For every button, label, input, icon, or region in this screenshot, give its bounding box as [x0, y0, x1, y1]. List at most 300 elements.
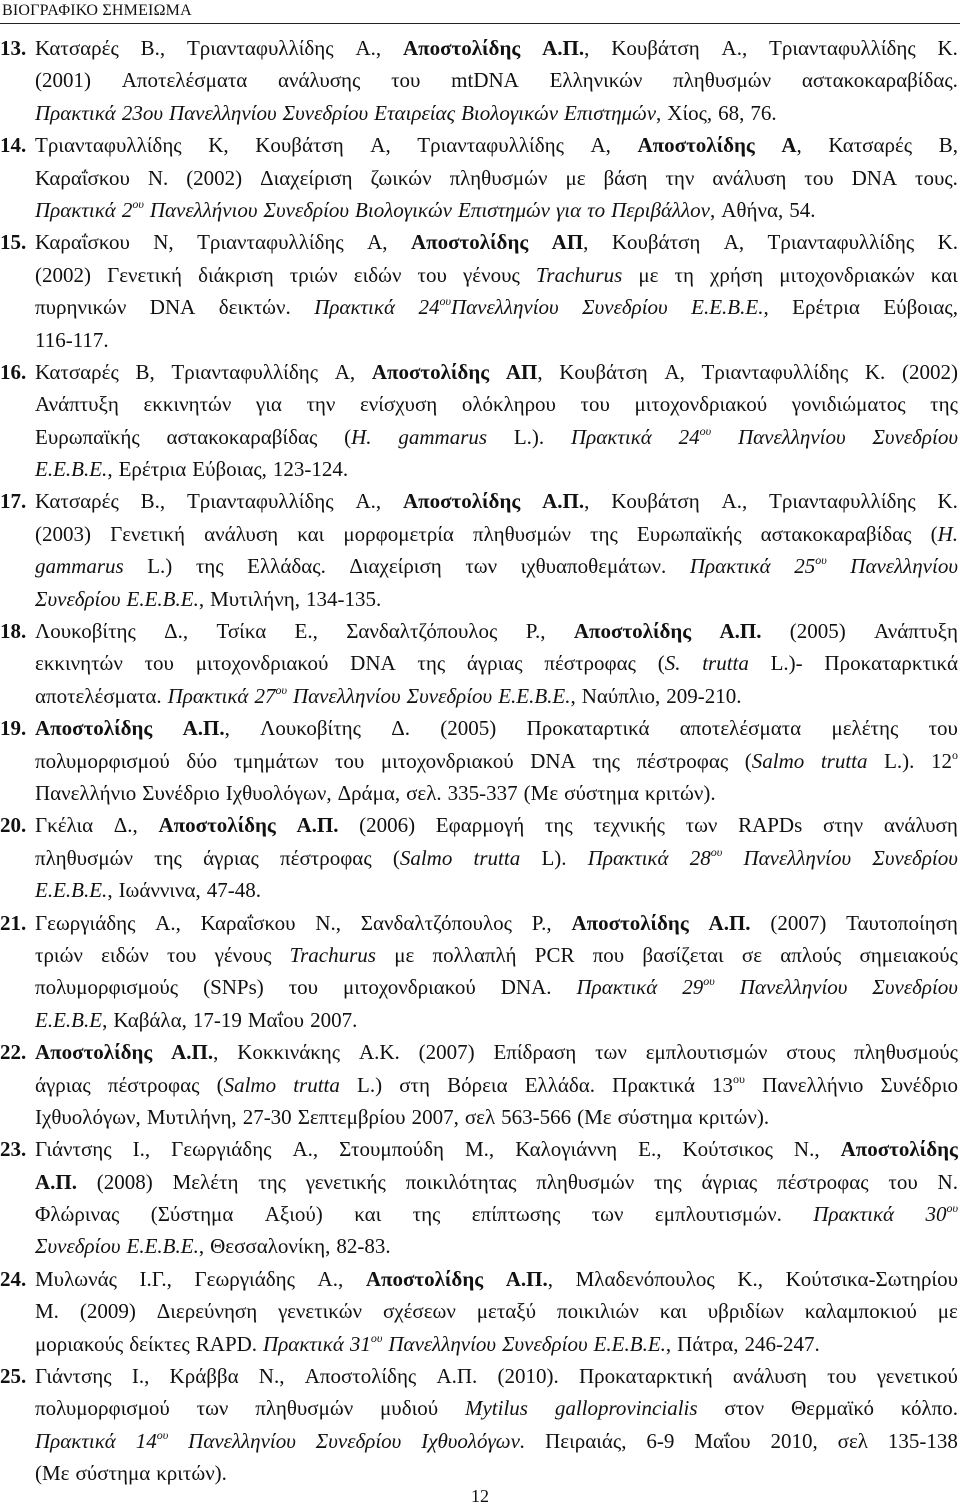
text-run: , [796, 133, 802, 158]
word [201, 907, 296, 939]
text-run: μοριακούς [35, 1331, 124, 1356]
text-run: Περιβάλλον [611, 197, 710, 222]
text-run: εμπλουτισμών [645, 1040, 768, 1065]
text-run: Μαΐου [247, 1007, 305, 1032]
text-run: Συνεδρίου [582, 295, 668, 320]
text-run: χρήση [710, 262, 764, 287]
text-run: Α, [334, 359, 356, 384]
word [603, 162, 647, 194]
word [35, 1166, 77, 1198]
word [335, 356, 355, 388]
word [872, 842, 958, 874]
superscript: ου [703, 974, 715, 989]
word [877, 1360, 958, 1392]
word [675, 259, 694, 291]
word [498, 680, 576, 712]
word [298, 1101, 406, 1133]
text-run: Συνεδρίου [35, 586, 121, 611]
text-run: Μ. [35, 1299, 59, 1324]
word [357, 1069, 382, 1101]
text-run: Πρακτικά [314, 295, 395, 320]
word [750, 97, 776, 129]
word [295, 615, 318, 647]
text-run: Διαχείριση [349, 554, 442, 579]
superscript: ου [370, 1330, 383, 1345]
text-run: , [665, 1331, 672, 1356]
word [638, 1133, 661, 1165]
text-run: Ερέτρια [118, 457, 187, 482]
text-run: Salmo [223, 1072, 277, 1097]
text-run: Κ., [737, 1266, 763, 1291]
publication-entry [0, 1263, 958, 1360]
word [35, 1004, 107, 1036]
text-run: του [417, 262, 447, 287]
publication-number: 24. [0, 1266, 27, 1291]
word [278, 1295, 362, 1327]
word [406, 1166, 517, 1198]
word [592, 745, 620, 777]
publication-line [0, 1360, 958, 1392]
text-run: Βόρεια [447, 1072, 508, 1097]
text-run: Συνεδρίου [872, 424, 958, 449]
word [157, 1295, 257, 1327]
word [465, 1392, 528, 1424]
text-run: Α.Π. [542, 36, 585, 60]
text-run: 12 [930, 748, 952, 773]
word [171, 356, 318, 388]
word [938, 226, 958, 258]
word [646, 1425, 674, 1457]
word [418, 259, 447, 291]
text-run: Ν., [793, 1137, 820, 1162]
text-run: (Με [577, 1104, 612, 1129]
text-run: Φλώρινας [35, 1202, 120, 1227]
word [594, 1328, 672, 1360]
word [35, 97, 116, 129]
text-run: της [412, 1202, 441, 1227]
publication-line [0, 1295, 958, 1327]
word [151, 1198, 234, 1230]
word [694, 1425, 750, 1457]
word [874, 615, 958, 647]
word [710, 259, 763, 291]
word [611, 194, 715, 226]
word [122, 194, 144, 226]
text-run: (2003) [35, 521, 91, 546]
word [790, 615, 846, 647]
text-run: κόλπο. [900, 1396, 958, 1421]
text-run: Ε.Ε.Β.Ε. [593, 1331, 666, 1356]
publication-entry [0, 712, 958, 809]
text-run: (2002) [186, 165, 243, 190]
text-run: Λουκοβίτης [35, 619, 136, 644]
word [544, 647, 636, 679]
text-run: PCR [534, 942, 575, 967]
text-run: αποτελέσματα [679, 716, 802, 741]
word [780, 939, 841, 971]
superscript: ου [815, 553, 827, 568]
text-run: διάκριση [198, 262, 274, 287]
text-run: 2010, [770, 1428, 818, 1453]
text-run: ενίσχυση [359, 392, 438, 417]
word [388, 1328, 496, 1360]
word [391, 712, 410, 744]
text-run: σημειακούς [859, 942, 958, 967]
word [742, 939, 762, 971]
word [929, 712, 958, 744]
word [35, 1069, 91, 1101]
word [925, 1198, 958, 1230]
word [881, 1069, 958, 1101]
word [234, 745, 319, 777]
text-run: trutta [702, 651, 749, 676]
text-run: (Με [35, 1461, 70, 1486]
word [210, 583, 300, 615]
publication-line [0, 874, 958, 906]
text-run: Ανάπτυξη [874, 619, 958, 644]
text-run: Κ. [937, 230, 958, 255]
text-run: Αποστολίδης [365, 1266, 484, 1291]
word [132, 1360, 150, 1392]
word [192, 453, 267, 485]
word [114, 809, 138, 841]
word [150, 291, 196, 323]
text-run: Κ. [937, 36, 958, 60]
word [306, 1166, 386, 1198]
word [634, 388, 767, 420]
publication-line [0, 647, 958, 679]
word [477, 1295, 536, 1327]
text-run: Ερέτρια [792, 295, 860, 320]
text-run: Ανάπτυξη [35, 392, 119, 417]
text-run: ανάλυση [732, 1364, 807, 1389]
page-number: 12 [471, 1486, 489, 1506]
text-run: DNA [350, 651, 396, 676]
word [559, 356, 648, 388]
text-run: L.) [147, 554, 173, 579]
text-run: υβριδίων [707, 1299, 784, 1324]
text-run: Τριανταφυλλίδης [171, 359, 319, 384]
text-run: Τριανταφυλλίδης [186, 36, 334, 60]
word [35, 907, 135, 939]
word [35, 1133, 112, 1165]
text-run: γένους [214, 942, 272, 967]
text-run: Γεωργιάδης [194, 1266, 295, 1291]
text-run: , [570, 683, 576, 708]
word [571, 421, 652, 453]
word [901, 1392, 958, 1424]
publication-entry [0, 1360, 958, 1490]
publication-line [0, 453, 958, 485]
word [931, 745, 958, 777]
text-run: άγριας [35, 1072, 91, 1097]
word [521, 550, 667, 582]
text-run: Αξιού) [264, 1202, 323, 1227]
word [314, 291, 395, 323]
word [417, 647, 445, 679]
word [35, 1263, 117, 1295]
word [712, 162, 786, 194]
text-run: Ελλάδα. [524, 1072, 596, 1097]
text-run: 30 [925, 1202, 947, 1227]
word [574, 615, 691, 647]
text-run: Α.Π. [182, 716, 225, 741]
text-run: πληθυσμών [536, 1169, 635, 1194]
text-run: H. [937, 521, 958, 546]
word [259, 1360, 285, 1392]
word [203, 971, 264, 1003]
text-run: H. [351, 424, 372, 449]
text-run: gammarus [35, 554, 124, 579]
word [219, 291, 291, 323]
text-run: Συνεδρίου [872, 845, 958, 870]
word [156, 1457, 227, 1489]
publication-line [0, 97, 958, 129]
text-run: DNA [530, 748, 576, 773]
text-run: Κ, [208, 133, 229, 158]
text-run: (2002) [901, 359, 958, 384]
publication-line [0, 485, 958, 517]
text-run: ( [392, 845, 400, 870]
superscript: ου [439, 294, 451, 309]
word [193, 1004, 242, 1036]
text-run: trutta [293, 1072, 340, 1097]
word [467, 647, 523, 679]
text-run: βάση [603, 165, 648, 190]
text-run: 246-247. [744, 1331, 820, 1356]
word [582, 680, 661, 712]
word [738, 421, 846, 453]
word [440, 712, 496, 744]
text-run: Ρ., [525, 619, 546, 644]
text-run: μελέτης [831, 716, 899, 741]
text-run: πέστροφας [777, 1169, 869, 1194]
text-run: Συνεδρίου [263, 197, 350, 222]
publication-number: 22. [0, 1040, 27, 1065]
text-run: Α.Π. [296, 813, 339, 838]
text-run: της [154, 845, 182, 870]
word [769, 32, 916, 64]
word [35, 32, 119, 64]
text-run: Τριανταφυλλίδης [701, 359, 849, 384]
superscript: ου [699, 423, 712, 438]
word [374, 97, 455, 129]
text-run: Συνεδρίου [315, 1428, 402, 1453]
text-run: Ιχθυολόγων, [35, 1104, 141, 1129]
word [571, 907, 688, 939]
publication-number: 19. [0, 716, 27, 741]
text-run: (2010). [497, 1364, 559, 1389]
publication-entry [0, 1133, 958, 1263]
publication-entry [0, 485, 958, 615]
word [642, 939, 723, 971]
text-run: Αποστολίδης [402, 489, 521, 514]
text-run: πυρηνικών [35, 295, 127, 320]
word [35, 680, 162, 712]
publication-line [0, 1425, 958, 1457]
publication-line [0, 421, 958, 453]
word [142, 777, 219, 809]
word [217, 1069, 277, 1101]
word [525, 1069, 595, 1101]
word [637, 518, 742, 550]
word [724, 1392, 764, 1424]
word [794, 550, 827, 582]
word [637, 745, 729, 777]
word [297, 518, 324, 550]
word [582, 291, 668, 323]
word [316, 1425, 402, 1457]
text-run: Α., [355, 489, 382, 514]
text-run: Πανελληνίου [168, 100, 277, 125]
publication-number: 18. [0, 619, 27, 644]
text-run: Τριανταφυλλίδης [417, 133, 564, 158]
text-run: Mytilus [464, 1396, 528, 1421]
text-run: Ν. [937, 1169, 958, 1194]
text-run: στους [786, 1040, 836, 1065]
text-run: Συνεδρίου [406, 683, 493, 708]
text-run: κριτών). [644, 780, 716, 805]
word [506, 356, 543, 388]
word [789, 194, 815, 226]
text-run: Α., [355, 36, 382, 60]
text-run: Στουμπούδη [339, 1137, 444, 1162]
text-run: Πρακτικά [813, 1202, 895, 1227]
word [792, 291, 860, 323]
text-run: Πρακτικά [263, 1331, 344, 1356]
text-run: Ναύπλιο, [581, 683, 661, 708]
word [290, 939, 376, 971]
word [872, 971, 958, 1003]
word [35, 194, 116, 226]
text-run: (2007) [770, 910, 827, 935]
text-run: Α., [292, 1137, 319, 1162]
text-run: αποτελέσματα. [35, 683, 162, 708]
text-run: της [930, 392, 958, 417]
word [75, 1457, 150, 1489]
text-run: Ι., [132, 1137, 151, 1162]
text-run: Θεσσαλονίκη, [210, 1234, 331, 1259]
word [196, 1328, 257, 1360]
text-run: της [590, 521, 618, 546]
text-run: των [465, 554, 498, 579]
text-run: (SNPs) [203, 975, 264, 1000]
word [550, 64, 643, 96]
text-run: , [537, 359, 543, 384]
text-run: τμημάτων [233, 748, 319, 773]
text-run: πέστροφας [636, 748, 729, 773]
word [587, 194, 605, 226]
text-run: Κατσαρές [35, 359, 119, 384]
word [366, 1263, 483, 1295]
text-run: πληθυσμών [473, 521, 571, 546]
word [577, 1101, 611, 1133]
word [493, 1036, 576, 1068]
word [258, 1166, 286, 1198]
word [243, 1101, 292, 1133]
text-run: Πρακτικά [35, 1428, 116, 1453]
text-run: DNA [851, 165, 898, 190]
word [501, 1101, 571, 1133]
text-run: Πρακτικά [167, 683, 249, 708]
text-run: Δ. [391, 716, 410, 741]
word [355, 194, 452, 226]
word [122, 97, 163, 129]
text-run: του [827, 1364, 857, 1389]
text-run: 6-9 [646, 1428, 675, 1453]
word [35, 647, 123, 679]
publication-entry [0, 809, 958, 906]
text-run: Ε.Ε.Β.Ε. [35, 457, 108, 482]
text-run: Α, [590, 133, 611, 158]
text-run: Ελληνικών [549, 68, 643, 93]
word [792, 388, 906, 420]
word [515, 1133, 617, 1165]
word [592, 1198, 624, 1230]
word [743, 842, 851, 874]
word [306, 583, 381, 615]
text-run: , [102, 1007, 108, 1032]
text-run: Μυλωνάς [35, 1266, 117, 1291]
text-run: Α.Π. [436, 1364, 478, 1389]
word [931, 259, 958, 291]
text-run: Συνεδρίου [35, 1234, 121, 1259]
text-run: 116-117. [35, 327, 109, 352]
publication-number: 13. [0, 36, 27, 60]
text-run: Σανδαλτζόπουλος [360, 910, 512, 935]
word [686, 809, 718, 841]
word [768, 226, 915, 258]
text-run: Αποστολίδης [158, 813, 276, 838]
word [791, 1392, 874, 1424]
text-run: Μελέτη [172, 1169, 239, 1194]
text-run: Κουβάτση [255, 133, 344, 158]
text-run: 563-566 [501, 1104, 572, 1129]
text-run: Πρακτικά [35, 197, 116, 222]
word [183, 712, 230, 744]
word [169, 97, 277, 129]
word [838, 1425, 868, 1457]
text-run: ΑΠ [505, 359, 538, 384]
word [588, 842, 669, 874]
publication-line [0, 162, 958, 194]
word [186, 745, 217, 777]
text-run: Ν. [147, 165, 169, 190]
text-run: Κ. [937, 489, 958, 514]
word [821, 745, 868, 777]
text-run: αστακοκαραβίδας [760, 521, 912, 546]
word [718, 97, 744, 129]
text-run: τριών [289, 262, 338, 287]
word [502, 1328, 588, 1360]
word [865, 356, 885, 388]
word [35, 1425, 116, 1457]
text-run: Κουβάτση [611, 230, 701, 255]
word [35, 1198, 119, 1230]
text-run: με [937, 1299, 958, 1324]
word [290, 259, 338, 291]
word [361, 907, 512, 939]
publication-line-text [35, 1036, 958, 1068]
text-run: Σανδαλτζόπουλος [346, 619, 498, 644]
word [171, 1036, 218, 1068]
text-run: 27 [254, 683, 276, 708]
word [884, 745, 914, 777]
word [564, 97, 661, 129]
word [506, 1263, 553, 1295]
text-run: Βιολογικών [461, 100, 559, 125]
word [195, 1263, 295, 1295]
